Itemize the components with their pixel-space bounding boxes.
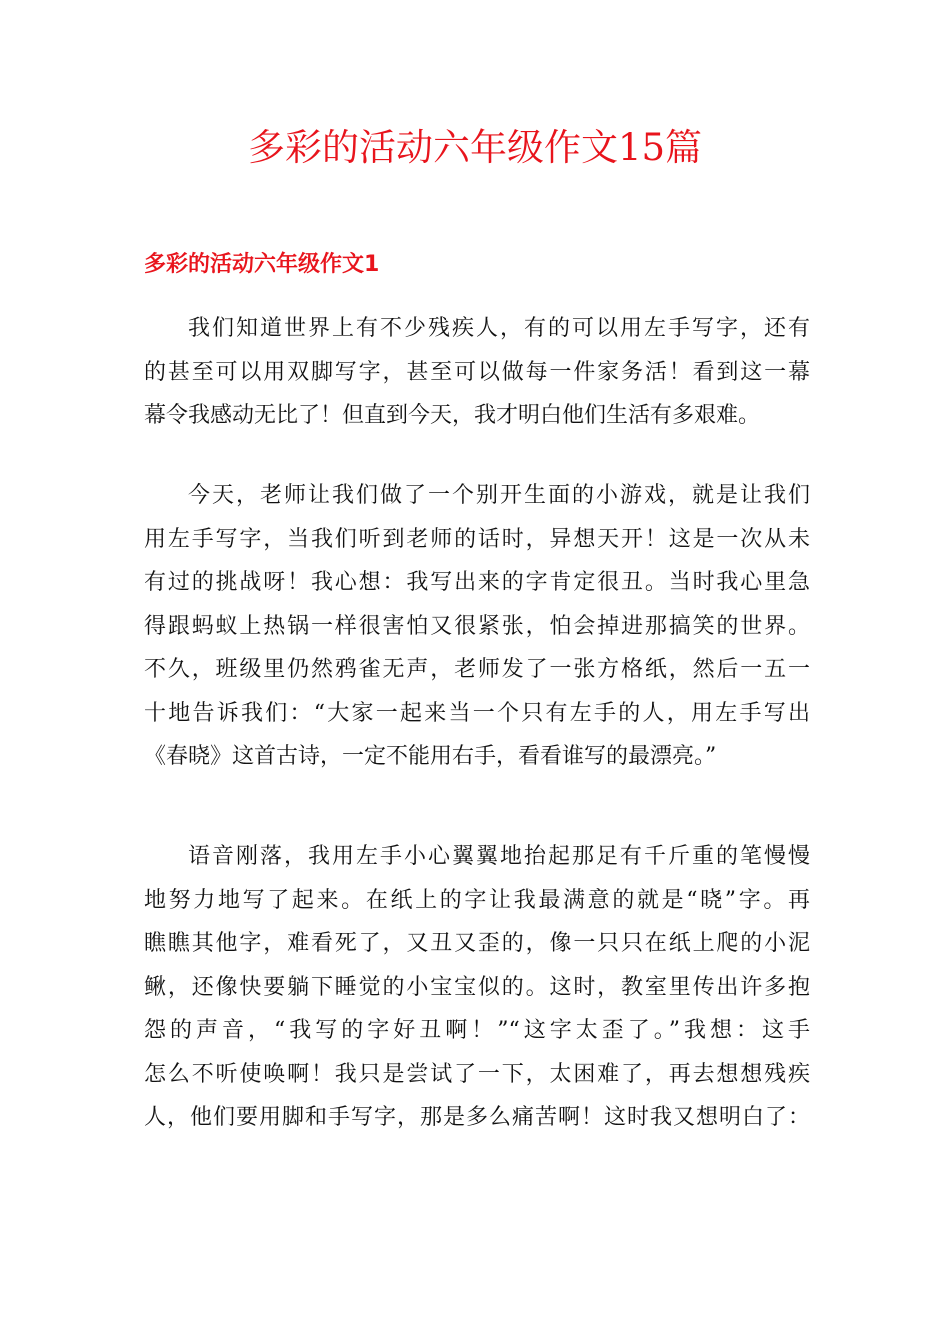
paragraph-line: 我们知道世界上有不少残疾人，有的可以用左手写字，还有 <box>188 316 810 341</box>
paragraph-line: 不久，班级里仍然鸦雀无声，老师发了一张方格纸，然后一五一 <box>144 657 810 682</box>
document-title: 多彩的活动六年级作文15篇 <box>247 126 703 169</box>
paragraph-line: 人，他们要用脚和手写字，那是多么痛苦啊！这时我又想明白了： <box>144 1105 810 1130</box>
section-heading: 多彩的活动六年级作文1 <box>144 252 380 277</box>
paragraph-line: 《春晓》这首古诗，一定不能用右手，看看谁写的最漂亮。” <box>144 744 717 769</box>
paragraph-line: 地努力地写了起来。在纸上的字让我最满意的就是“晓”字。再 <box>144 887 810 913</box>
paragraph-line: 怎么不听使唤啊！我只是尝试了一下，太困难了，再去想想残疾 <box>144 1061 810 1087</box>
paragraph-line: 有过的挑战呀！我心想：我写出来的字肯定很丑。当时我心里急 <box>144 570 810 595</box>
paragraph-line: 鳅，还像快要躺下睡觉的小宝宝似的。这时，教室里传出许多抱 <box>144 974 810 1000</box>
paragraph-3 <box>144 835 810 1140</box>
paragraph-line: 得跟蚂蚁上热锅一样很害怕又很紧张，怕会掉进那搞笑的世界。 <box>144 613 810 639</box>
paragraph-line: 的甚至可以用双脚写字，甚至可以做每一件家务活！看到这一幕 <box>144 359 810 385</box>
paragraph-line: 用左手写字，当我们听到老师的话时，异想天开！这是一次从未 <box>144 526 810 552</box>
paragraph-line: 瞧瞧其他字，难看死了，又丑又歪的，像一只只在纸上爬的小泥 <box>144 931 810 956</box>
paragraph-line: 今天，老师让我们做了一个别开生面的小游戏，就是让我们 <box>188 483 810 508</box>
paragraph-line: 幕令我感动无比了！但直到今天，我才明白他们生活有多艰难。 <box>144 403 761 428</box>
paragraph-2 <box>144 474 810 779</box>
paragraph-line: 怨的声音，“我写的字好丑啊！”“这字太歪了。”我想：这手 <box>144 1018 810 1043</box>
paragraph-1 <box>144 307 810 438</box>
paragraph-line: 十地告诉我们：“大家一起来当一个只有左手的人，用左手写出 <box>144 700 810 726</box>
paragraph-line: 语音刚落，我用左手小心翼翼地抬起那足有千斤重的笔慢慢 <box>188 844 810 869</box>
